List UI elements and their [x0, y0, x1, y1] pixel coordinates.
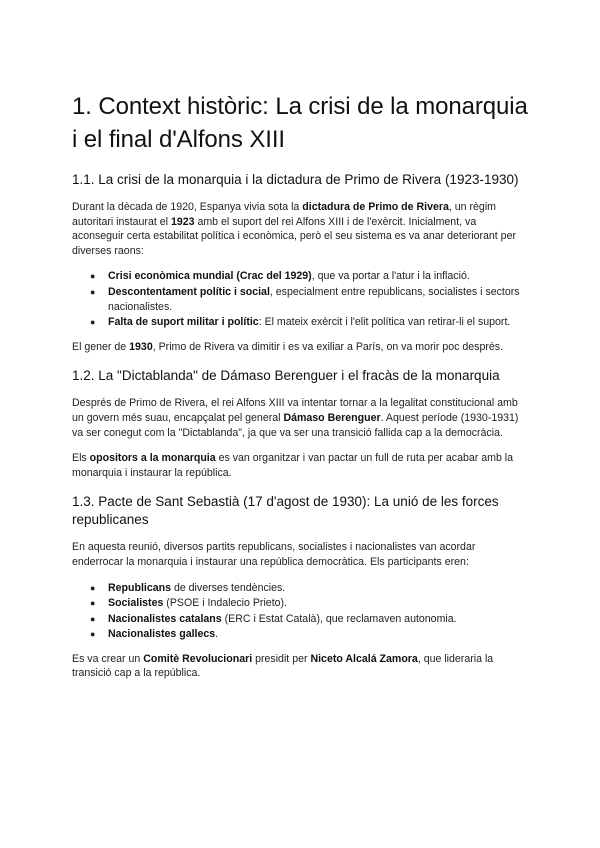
text: , que va portar a l'atur i la inflació.: [311, 270, 470, 283]
list-item: [90, 612, 528, 627]
document-title: 1. Context històric: La crisi de la monarquia i el final d'Alfons XIII: [72, 93, 528, 153]
bold-text: Comitè Revolucionari: [143, 652, 253, 665]
bold-text: Crisi econòmica mundial (Crac del 1929): [108, 270, 312, 283]
text: de diverses tendències.: [171, 581, 286, 594]
bold-text: 1923: [170, 215, 195, 228]
bullet-icon: ●: [90, 317, 96, 328]
bold-text: Descontentament polític i social: [108, 285, 270, 298]
bullet-icon: ●: [90, 629, 96, 640]
list-item: [90, 285, 528, 314]
text: : El mateix exèrcit i l'elit política van retirar-li el suport.: [258, 316, 511, 329]
bold-text: Nacionalistes catalans: [108, 612, 222, 625]
text: , que lideraria la transició cap a la república.: [72, 652, 494, 680]
paragraph: [72, 451, 528, 480]
text: Després de Primo de Rivera, el rei Alfons XIII va intentar tornar a la legalitat constitucional amb un govern més suau, encapçalat pel general: [72, 397, 518, 424]
list-item: [90, 315, 528, 330]
section-heading-1-3: 1.3. Pacte de Sant Sebastià (17 d'agost de 1930): La unió de les forces republicanes: [72, 494, 499, 528]
list-item: [90, 627, 528, 642]
text: , un règim autoritari instaurat el: [72, 201, 496, 228]
text: presidit per: [252, 652, 311, 665]
paragraph: [72, 396, 528, 440]
paragraph: [72, 652, 528, 681]
text: , Primo de Rivera va dimitir i es va exiliar a París, on va morir poc després.: [152, 340, 504, 353]
bold-text: dictadura de Primo de Rivera: [302, 201, 449, 213]
bullet-icon: ●: [90, 271, 96, 282]
bold-text: 1930: [129, 340, 153, 353]
text: , especialment entre republicans, socialistes i sectors nacionalistes.: [108, 285, 520, 313]
bullet-icon: ●: [90, 598, 96, 609]
bullet-list: [72, 269, 528, 329]
list-item: [90, 581, 528, 596]
list-item: [90, 269, 528, 284]
bullet-list: [72, 581, 528, 642]
bold-text: Niceto Alcalá Zamora: [310, 652, 418, 665]
text: amb el suport del rei Alfons XIII i de l'exèrcit. Inicialment, va aconseguir certa estabilitat política i econòmica, però el seu sistema es va anar deteriorant per diverses raons:: [72, 215, 516, 257]
section-heading-1-2: 1.2. La "Dictablanda" de Dámaso Berenguer i el fracàs de la monarquia: [72, 368, 500, 384]
text: (PSOE i Indalecio Prieto).: [163, 597, 288, 610]
text: Els: [72, 452, 90, 465]
section-heading-1-1: 1.1. La crisi de la monarquia i la dictadura de Primo de Rivera (1923-1930): [72, 172, 519, 187]
bold-text: Dámaso Berenguer: [283, 411, 381, 424]
text: (ERC i Estat Català), que reclamaven autonomia.: [221, 612, 457, 625]
bold-text: Nacionalistes gallecs: [108, 628, 216, 641]
bullet-icon: ●: [90, 582, 96, 593]
bold-text: opositors a la monarquia: [89, 452, 216, 465]
paragraph: En aquesta reunió, diversos partits republicans, socialistes i nacionalistes van acordar enderrocar la monarquia i instaurar una república democràtica. Els participants eren:: [72, 541, 476, 568]
document-page: [72, 90, 528, 692]
bullet-icon: ●: [90, 286, 96, 297]
bold-text: Republicans: [108, 581, 171, 594]
text: El gener de: [72, 340, 130, 353]
text: Durant la dècada de 1920, Espanya vivia sota la: [72, 201, 303, 213]
list-item: [90, 596, 528, 611]
bullet-icon: ●: [90, 613, 96, 624]
text: . Aquest període (1930-1931) va ser conegut com la "Dictablanda", ja que va ser una transició fallida cap a la democràcia.: [72, 411, 519, 439]
text: es van organitzar i van pactar un full de ruta per acabar amb la monarquia i instaurar la república.: [72, 452, 514, 479]
bold-text: Falta de suport militar i polític: [108, 316, 259, 329]
text: .: [215, 628, 219, 641]
bold-text: Socialistes: [108, 597, 164, 610]
paragraph: [72, 200, 528, 258]
paragraph: [72, 340, 528, 355]
text: Es va crear un: [72, 652, 144, 665]
